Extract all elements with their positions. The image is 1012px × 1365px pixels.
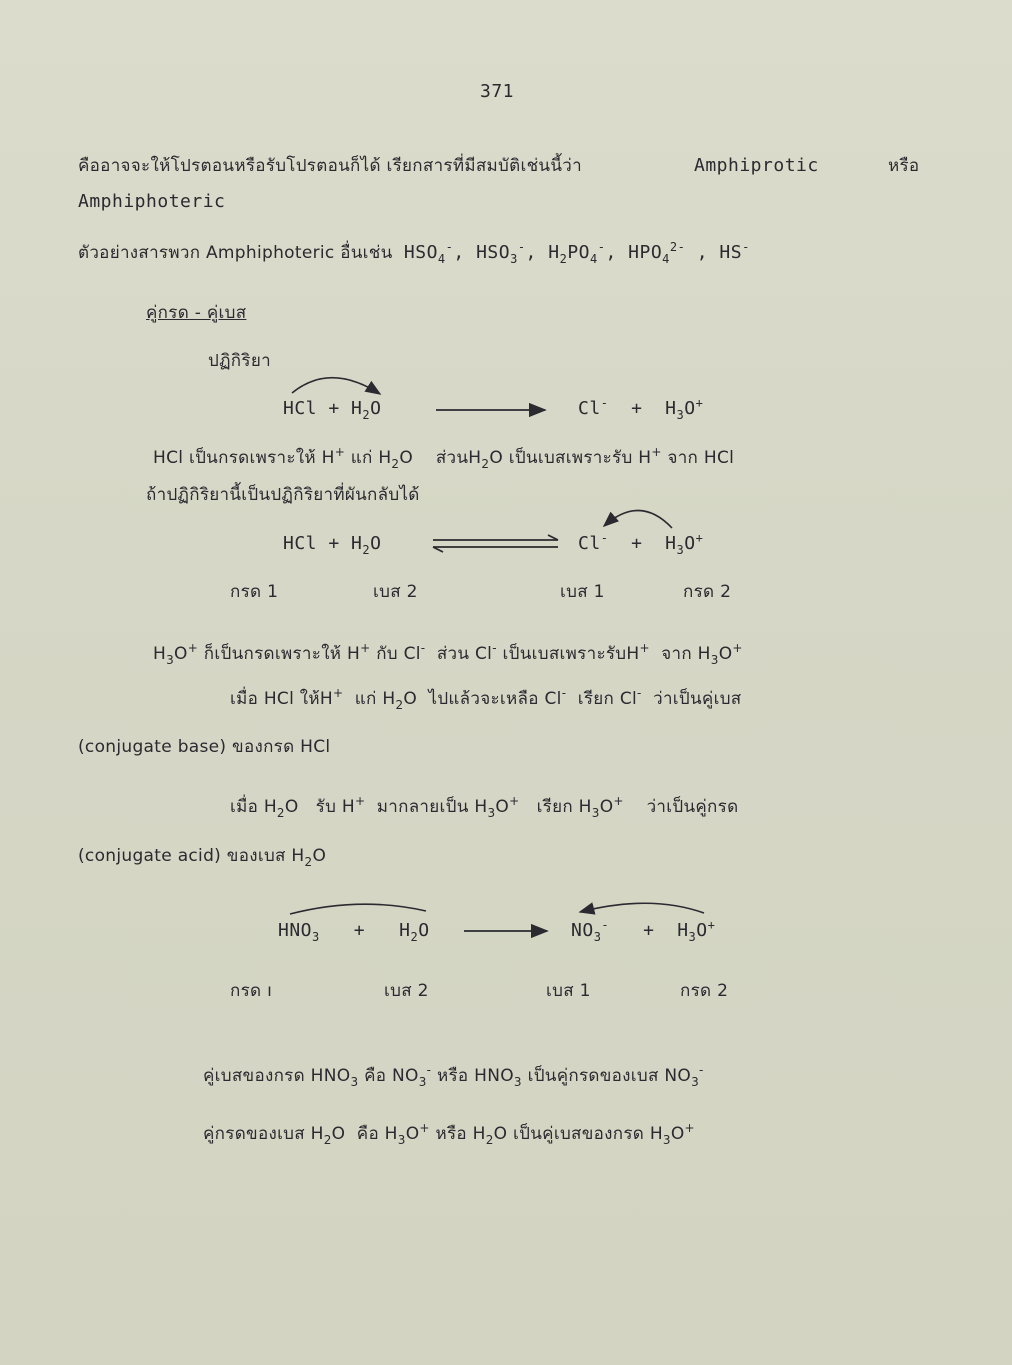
eq2-label-base2: เบส 2 <box>373 582 418 602</box>
formula-hso3: $HSO_3^-$ <box>476 240 526 266</box>
para1-term: Amphiprotic <box>694 155 819 176</box>
summary-line2: คู่กรดของเบส $H_2O$ คือ $H_3O^+$ หรือ $H_2O$ เป็นคู่เบสของกรด $H_3O^+$ <box>203 1121 695 1147</box>
eq3-right-arc <box>580 903 704 913</box>
eq2-label-acid2: กรด 2 <box>683 582 732 602</box>
para1-line1-thai: คืออาจจะให้โปรตอนหรือรับโปรตอนก็ได้ เรียกสารที่มีสมบัติเช่นนี้ว่า <box>78 156 582 176</box>
summary-line1: คู่เบสของกรด $HNO_3$ คือ $NO_3^-$ หรือ $HNO_3$ เป็นคู่กรดของเบส $NO_3^-$ <box>203 1063 704 1089</box>
examples-lead: ตัวอย่างสารพวก Amphiphoteric อื่นเช่น <box>78 243 393 263</box>
formula-hpo4: $HPO_4^{2-}$ <box>628 240 686 266</box>
expl4-line1: เมื่อ $H_2O$ รับ H+ มากลายเป็น $H_3O^+$ เรียก $H_3O^+$ ว่าเป็นคู่กรด <box>230 794 739 820</box>
section-heading: คู่กรด - คู่เบส <box>146 303 247 323</box>
eq2-right: $Cl^- + H_3O^+$ <box>578 531 704 557</box>
eq3-label-acid1: กรด ı <box>230 981 273 1001</box>
eq3-label-base2: เบส 2 <box>384 981 429 1001</box>
expl3-line1: เมื่อ HCl ให้H+ แก่ $H_2O$ ไปแล้วจะเหลือ Cl- เรียก Cl- ว่าเป็นคู่เบส <box>230 686 742 712</box>
page-number: 371 <box>480 81 515 102</box>
eq3-label-acid2: กรด 2 <box>680 981 729 1001</box>
expl2-line: $H_3O^+$ ก็เป็นกรดเพราะให้ H+ กับ Cl- ส่วน Cl- เป็นเบสเพราะรับH+ จาก $H_3O^+$ <box>153 641 743 667</box>
expl1-line: HCl เป็นกรดเพราะให้ H+ แก่ $H_2O$ ส่วน$H_2O$ เป็นเบสเพราะรับ H+ จาก HCl <box>153 445 735 471</box>
eq1-left: HCl + $H_2O$ <box>283 398 382 422</box>
eq3-right: $NO_3^-$ + $H_3O^+$ <box>571 918 716 944</box>
eq2-reverse-arc <box>604 510 672 528</box>
formula-h2po4: $H_2PO_4^-$ <box>548 240 606 266</box>
eq1-right: $Cl^- + H_3O^+$ <box>578 396 704 422</box>
formula-hso4: $HSO_4^-$ <box>403 240 454 266</box>
para1-line2: Amphiphoteric <box>78 191 226 212</box>
reversible-line: ถ้าปฏิกิริยานี้เป็นปฏิกิริยาที่ผันกลับได้ <box>146 485 420 505</box>
eq1-proton-transfer-arc <box>292 378 380 394</box>
expl4-line2: (conjugate acid) ของเบส $H_2O$ <box>78 846 327 869</box>
eq3-left-arc <box>290 904 426 914</box>
eq2-left: HCl + $H_2O$ <box>283 533 382 557</box>
formula-hs: HS- <box>719 240 750 263</box>
eq3-left: $HNO_3$ + $H_2O$ <box>278 920 430 944</box>
examples-line: ตัวอย่างสารพวก Amphiphoteric อื่นเช่น $HSO_4^-$, $HSO_3^-$, $H_2PO_4^-$, $HPO_4^{2-}$ , HS- <box>78 240 750 266</box>
reaction-label: ปฏิกิริยา <box>208 351 271 371</box>
eq2-label-acid1: กรด 1 <box>230 582 279 602</box>
eq2-label-base1: เบส 1 <box>560 582 605 602</box>
eq3-label-base1: เบส 1 <box>546 981 591 1001</box>
para1-or: หรือ <box>888 156 920 176</box>
expl3-line2: (conjugate base) ของกรด HCl <box>78 737 331 757</box>
